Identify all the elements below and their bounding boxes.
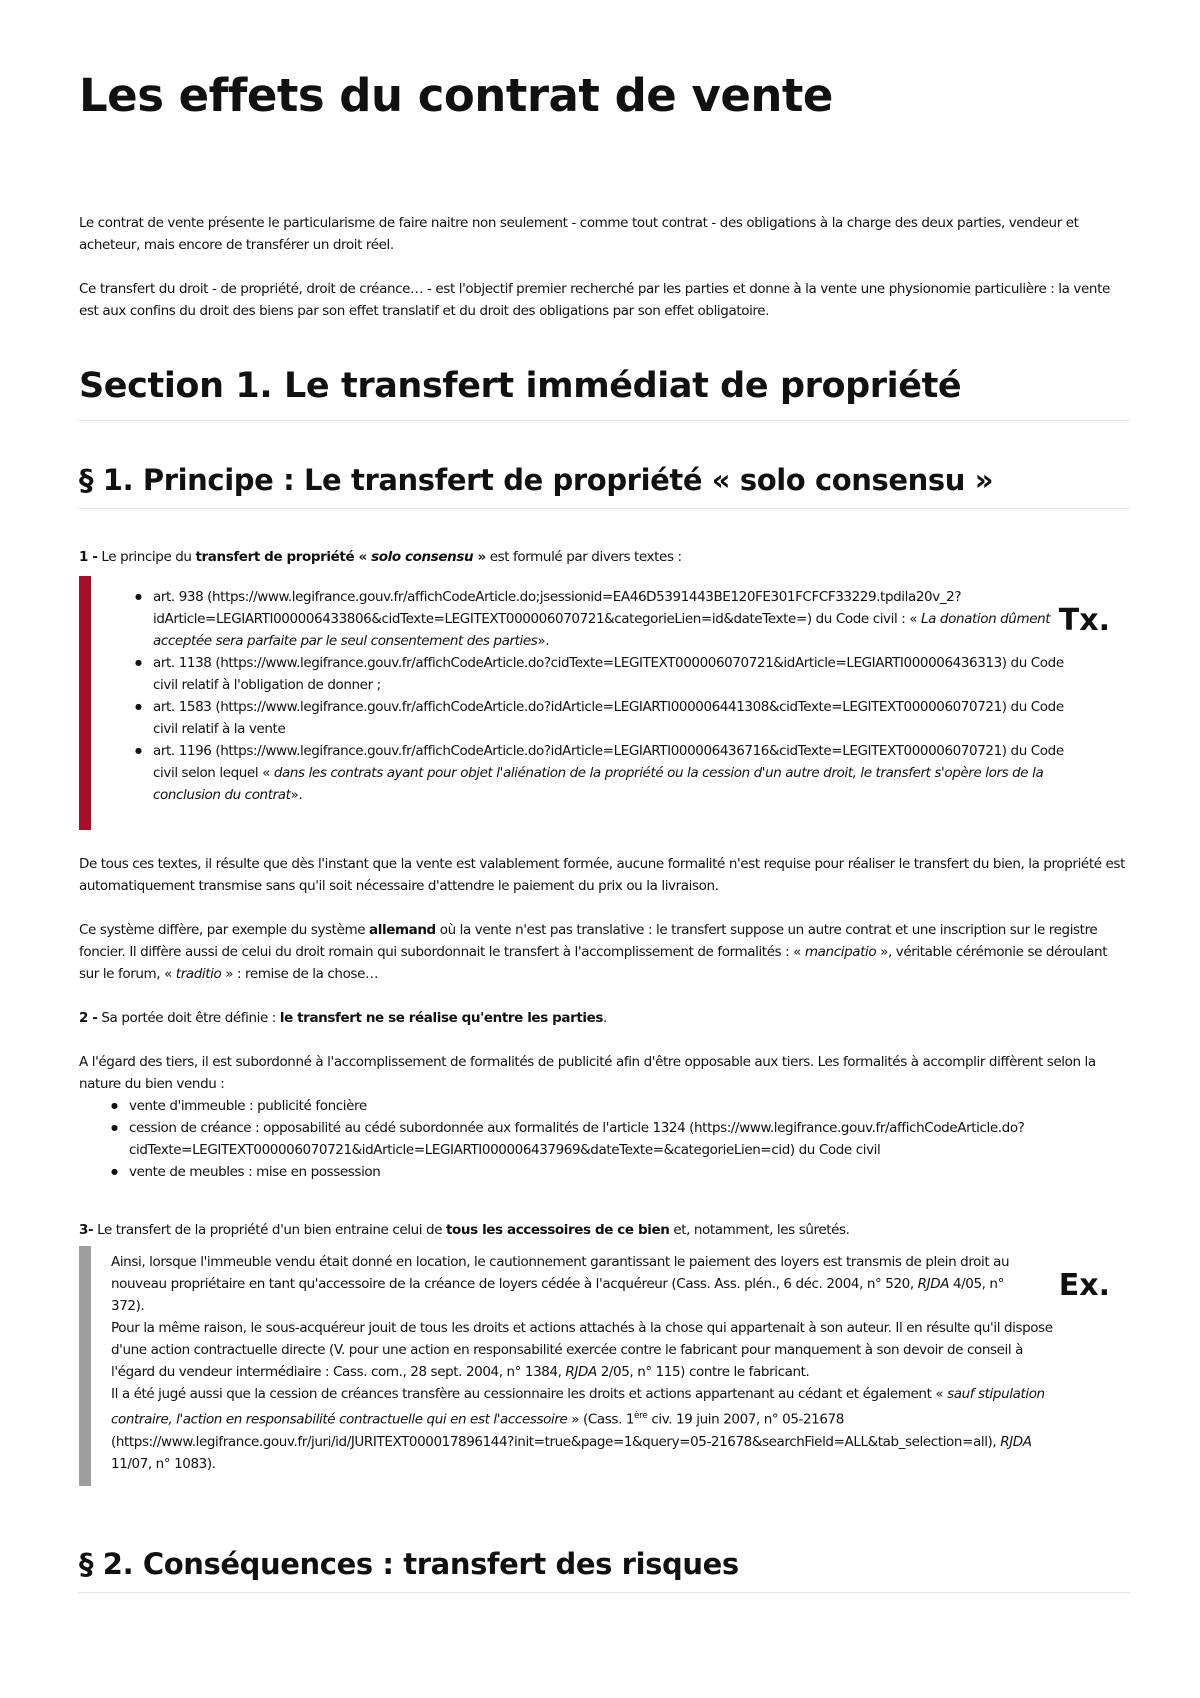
body-text (79, 853, 1129, 1183)
section-1-heading: Section 1. Le transfert immédiat de propriété (79, 362, 1130, 421)
example-paragraph (111, 1251, 1011, 1317)
list-item: ● vente de meubles : mise en possession (111, 1161, 1129, 1183)
point-number: 2 - (79, 1010, 98, 1026)
ref-quote: La donation dûment acceptée sera parfaite par le seul consentement des parties (153, 611, 1051, 649)
italic-text: RJDA (565, 1364, 597, 1380)
point-number: 1 - (79, 549, 98, 565)
list-item: ● cession de créance : opposabilité au cédé subordonnée aux formalités de l'article 1324 (https://www.legifrance.gouv.fr/affichCodeArticle.do?cidTexte=LEGITEXT000006070721&idArticle=LEGIARTI000006437969&dateTexte=&categorieLien=cid) du Code civil (111, 1117, 1129, 1161)
text: » (Cass. 1 (567, 1411, 635, 1428)
subsection-2-heading: § 2. Conséquences : transfert des risques (79, 1544, 1130, 1593)
ref-text: art. 1583 (https://www.legifrance.gouv.fr/affichCodeArticle.do?idArticle=LEGIARTI000006441308&cidTexte=LEGITEXT000006070721) du Code civil relatif à la vente (153, 699, 1064, 737)
example-paragraph (111, 1383, 1070, 1475)
intro (79, 212, 1129, 344)
text: où la vente n'est pas translative : le transfert suppose un autre contrat et une inscription sur le registre foncier. Il diffère aussi de celui du droit romain qui subordonnait le transfert à l'accomplissement de formalités : « (79, 922, 1098, 960)
ex-label: Ex. (1058, 1268, 1110, 1303)
ref-end: ». (537, 633, 550, 649)
point-text: . (603, 1010, 607, 1026)
texts-box (79, 576, 1130, 830)
point-bold-italic: solo consensu (371, 549, 474, 565)
ref-end: ». (290, 787, 303, 803)
reference-item (135, 586, 1085, 652)
text: 4/05, n° 372). (111, 1276, 1004, 1314)
example-text (79, 1246, 1130, 1475)
point-2 (79, 1007, 1129, 1029)
paragraph: A l'égard des tiers, il est subordonné à l'accomplissement de formalités de publicité afin d'être opposable aux tiers. Les formalités à accomplir diffèrent selon la nature du bien vendu : (79, 1054, 1096, 1092)
intro-paragraph: Le contrat de vente présente le particularisme de faire naitre non seulement - comme tout contrat - des obligations à la charge des deux parties, vendeur et acheteur, mais encore de transférer un droit réel. (79, 215, 1079, 253)
italic-text: RJDA (917, 1276, 950, 1292)
superscript: ère (634, 1411, 648, 1421)
reference-item (135, 740, 1088, 806)
reference-item (135, 652, 1085, 696)
example-box (79, 1246, 1130, 1486)
formalities-list (79, 1095, 1129, 1183)
ref-quote: dans les contrats ayant pour objet l'aliénation de la propriété ou la cession d'un autre droit, le transfert s'opère lors de la conclusion du contrat (153, 765, 1044, 803)
point-text: Sa portée doit être définie : (97, 1010, 280, 1026)
text: 2/05, n° 115) contre le fabricant. (596, 1364, 810, 1380)
point-bold: transfert de propriété « (195, 549, 372, 565)
italic-text: sauf stipulation contraire, l'action en responsabilité contractuelle qui en est l'accessoire (111, 1386, 1045, 1428)
point-text: Le principe du (97, 549, 196, 565)
paragraph (79, 919, 1129, 985)
text: 11/07, n° 1083). (111, 1455, 216, 1472)
text: Pour la même raison, le sous-acquéreur jouit de tous les droits et actions attachés à la chose qui appartenait à son auteur. Il en résulte qu'il dispose d'une action contractuelle directe (V. pour une action en responsabilité exercée contre le fabricant pour manquement à son devoir de conseil à l'égard du vendeur intermédiaire : Cass. com., 28 sept. 2004, n° 1384, (111, 1320, 1053, 1380)
point-text: est formulé par divers textes : (485, 549, 682, 565)
italic-text: mancipatio (804, 944, 877, 960)
point-number: 3- (79, 1222, 94, 1238)
ref-text: art. 938 (https://www.legifrance.gouv.fr/affichCodeArticle.do;jsessionid=EA46D5391443BE120FE301FCFCF33229.tpdila20v_2?idArticle=LEGIARTI000006433806&cidTexte=LEGITEXT000006070721&categorieLien=id&dateTexte=) du Code civil : « (153, 589, 962, 627)
point-text: Le transfert de la propriété d'un bien entraine celui de (93, 1222, 446, 1238)
text: », véritable cérémonie se déroulant sur le forum, « (79, 944, 1108, 982)
subsection-1-heading: § 1. Principe : Le transfert de propriété « solo consensu » (79, 460, 1130, 509)
ref-text: art. 1138 (https://www.legifrance.gouv.fr/affichCodeArticle.do?cidTexte=LEGITEXT000006070721&idArticle=LEGIARTI000006436313) du Code civil relatif à l'obligation de donner ; (153, 655, 1064, 693)
page-title: Les effets du contrat de vente (79, 69, 833, 122)
text: Il a été jugé aussi que la cession de créances transfère au cessionnaire les droits et actions appartenant au cédant et également « (111, 1386, 948, 1402)
ref-text: art. 1196 (https://www.legifrance.gouv.fr/affichCodeArticle.do?idArticle=LEGIARTI000006436716&cidTexte=LEGITEXT000006070721) du Code civil selon lequel « (153, 743, 1064, 781)
text: » : remise de la chose… (221, 966, 379, 982)
point-bold: tous les accessoires de ce bien (446, 1222, 670, 1238)
references-list (79, 576, 1085, 806)
text: Ainsi, lorsque l'immeuble vendu était donné en location, le cautionnement garantissant le paiement des loyers est transmis de plein droit au nouveau propriétaire en tant qu'accessoire de la créance de loyers cédée à l'acquéreur (Cass. Ass. plén., 6 déc. 2004, n° 520, (111, 1254, 1010, 1292)
tx-label: Tx. (1058, 603, 1110, 638)
italic-text: RJDA (1000, 1433, 1032, 1450)
paragraph: De tous ces textes, il résulte que dès l'instant que la vente est valablement formée, aucune formalité n'est requise pour réaliser le transfert du bien, la propriété est automatiquement transmise sans qu'il soit nécessaire d'attendre le paiement du prix ou la livraison. (79, 856, 1125, 894)
point-text: et, notamment, les sûretés. (669, 1222, 850, 1238)
bold-text: allemand (369, 922, 436, 938)
text: civ. 19 juin 2007, n° 05-21678 (https://www.legifrance.gouv.fr/juri/id/JURITEXT000017896144?init=true&page=1&query=05-21678&searchField=ALL&tab_selection=all), (111, 1411, 1001, 1450)
text: Ce système diffère, par exemple du système (79, 922, 370, 938)
intro-paragraph: Ce transfert du droit - de propriété, droit de créance… - est l'objectif premier recherché par les parties et donne à la vente une physionomie particulière : la vente est aux confins du droit des biens par son effet translatif et du droit des obligations par son effet obligatoire. (79, 281, 1110, 319)
example-bar (79, 1246, 91, 1486)
texts-bar (79, 576, 91, 830)
reference-item (135, 696, 1085, 740)
point-bold: le transfert ne se réalise qu'entre les parties (279, 1010, 604, 1026)
italic-text: traditio (175, 966, 222, 982)
list-item: ● vente d'immeuble : publicité foncière (111, 1095, 1129, 1117)
point-bold-end: » (473, 549, 486, 565)
example-paragraph (111, 1317, 1070, 1383)
